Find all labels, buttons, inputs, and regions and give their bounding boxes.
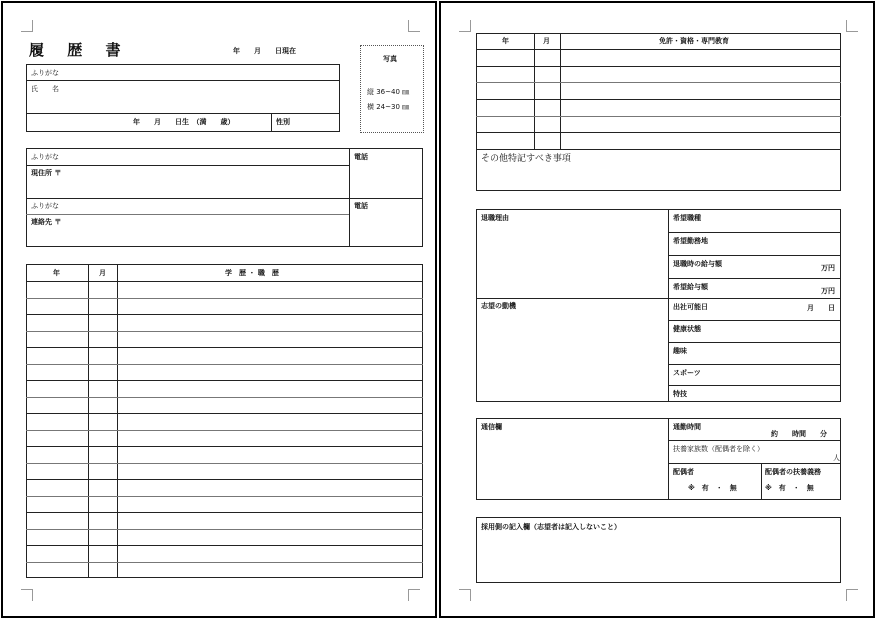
document-title: 履 歴 書 (29, 41, 130, 59)
divider (476, 298, 668, 299)
phone-label[interactable]: 電話 (354, 202, 368, 210)
phone-label[interactable]: 電話 (354, 153, 368, 161)
photo-size-height: 縦 36~40 ㎜ (367, 88, 410, 96)
name-label[interactable]: 氏 名 (31, 85, 59, 93)
resume-page-2 (439, 1, 875, 618)
furigana-label[interactable]: ふりがな (31, 153, 59, 161)
furigana-label[interactable]: ふりがな (31, 69, 59, 77)
motivation-field-label[interactable]: 特技 (673, 390, 687, 398)
motivation-field-label[interactable]: 退職時の給与額 (673, 260, 722, 268)
license-table-row[interactable] (476, 49, 841, 66)
photo-size-width: 横 24~30 ㎜ (367, 103, 410, 111)
photo-box[interactable] (360, 45, 424, 133)
row-divider (668, 342, 841, 343)
divider (668, 440, 841, 441)
divider (26, 80, 340, 81)
birthdate-label[interactable]: 年 月 日生 （満 歳） (133, 118, 235, 126)
dependents-label[interactable]: 扶養家族数（配偶者を除く） (673, 445, 764, 453)
employer-use-label[interactable]: 採用側の記入欄（志望者は記入しないこと） (481, 523, 621, 531)
history-table-row[interactable] (26, 413, 423, 430)
date-line[interactable]: 年 月 日現在 (233, 47, 296, 55)
divider (26, 113, 340, 114)
license-table-row[interactable] (476, 99, 841, 116)
header-year: 年 (53, 269, 60, 277)
license-table-row[interactable] (476, 82, 841, 99)
contact-address-label[interactable]: 連絡先 〒 (31, 218, 62, 226)
row-divider (668, 278, 841, 279)
history-table-row[interactable] (26, 298, 423, 315)
motivation-field-suffix: 万円 (821, 264, 835, 272)
history-table-row[interactable] (26, 314, 423, 331)
history-table-row[interactable] (26, 479, 423, 496)
motivation-field-label[interactable]: 出社可能日 (673, 303, 708, 311)
margin-corner-mark (846, 20, 858, 32)
header-year: 年 (502, 37, 509, 45)
divider (476, 149, 841, 150)
history-table-row[interactable] (26, 512, 423, 529)
reason-for-leaving-label[interactable]: 退職理由 (481, 214, 509, 222)
motivation-field-suffix: 万円 (821, 287, 835, 295)
motivation-field-label[interactable]: 希望給与額 (673, 283, 708, 291)
header-month: 月 (543, 37, 550, 45)
history-table-row[interactable] (26, 397, 423, 414)
history-table-row[interactable] (26, 562, 423, 579)
spouse-support-label[interactable]: 配偶者の扶養義務 (765, 468, 821, 476)
history-table-row[interactable] (26, 331, 423, 348)
margin-corner-mark (408, 589, 420, 601)
spouse-label[interactable]: 配偶者 (673, 468, 694, 476)
history-table-row[interactable] (26, 430, 423, 447)
motivation-field-label[interactable]: 希望職種 (673, 214, 701, 222)
motivation-field-suffix: 月 日 (807, 304, 835, 312)
license-table-row[interactable] (476, 132, 841, 149)
history-table-row[interactable] (26, 529, 423, 546)
history-table-row[interactable] (26, 545, 423, 562)
notes-label[interactable]: 通信欄 (481, 423, 502, 431)
row-divider (668, 364, 841, 365)
header-history: 学 歴 ・ 職 歴 (225, 269, 279, 277)
motivation-field-label[interactable]: スポーツ (673, 369, 701, 377)
motivation-field-label[interactable]: 希望勤務地 (673, 237, 708, 245)
row-divider (668, 385, 841, 386)
row-divider (668, 320, 841, 321)
motivation-label[interactable]: 志望の動機 (481, 302, 516, 310)
history-table-row[interactable] (26, 380, 423, 397)
furigana-label[interactable]: ふりがな (31, 202, 59, 210)
row-divider (668, 232, 841, 233)
margin-corner-mark (459, 20, 471, 32)
divider (26, 198, 423, 199)
history-table-row[interactable] (26, 347, 423, 364)
current-address-label[interactable]: 現住所 〒 (31, 169, 62, 177)
header-license: 免許・資格・専門教育 (659, 37, 729, 45)
divider (668, 209, 669, 402)
margin-corner-mark (21, 20, 33, 32)
gender-label[interactable]: 性別 (276, 118, 290, 126)
dependents-unit: 人 (833, 454, 840, 462)
margin-corner-mark (459, 589, 471, 601)
margin-corner-mark (21, 589, 33, 601)
divider (761, 463, 762, 500)
history-table-row[interactable] (26, 281, 423, 298)
header-month: 月 (99, 269, 106, 277)
row-divider (668, 298, 841, 299)
spouse-support-value[interactable]: ※ 有 ・ 無 (765, 484, 814, 492)
margin-corner-mark (846, 589, 858, 601)
license-table-row[interactable] (476, 66, 841, 83)
motivation-field-label[interactable]: 趣味 (673, 347, 687, 355)
history-table-row[interactable] (26, 463, 423, 480)
divider (668, 463, 841, 464)
commute-time-value[interactable]: 約 時間 分 (771, 430, 827, 438)
photo-label: 写真 (383, 55, 397, 63)
other-notes-label[interactable]: その他特記すべき事項 (481, 154, 571, 164)
history-table-row[interactable] (26, 496, 423, 513)
history-table-row[interactable] (26, 364, 423, 381)
motivation-block (476, 209, 841, 402)
row-divider (668, 255, 841, 256)
license-table-row[interactable] (476, 116, 841, 133)
commute-time-label[interactable]: 通勤時間 (673, 423, 701, 431)
divider (668, 418, 669, 500)
spouse-value[interactable]: ※ 有 ・ 無 (688, 484, 737, 492)
divider (271, 113, 272, 132)
divider (26, 165, 349, 166)
resume-page-1 (1, 1, 437, 618)
history-table-row[interactable] (26, 446, 423, 463)
margin-corner-mark (408, 20, 420, 32)
divider (26, 214, 349, 215)
motivation-field-label[interactable]: 健康状態 (673, 325, 701, 333)
